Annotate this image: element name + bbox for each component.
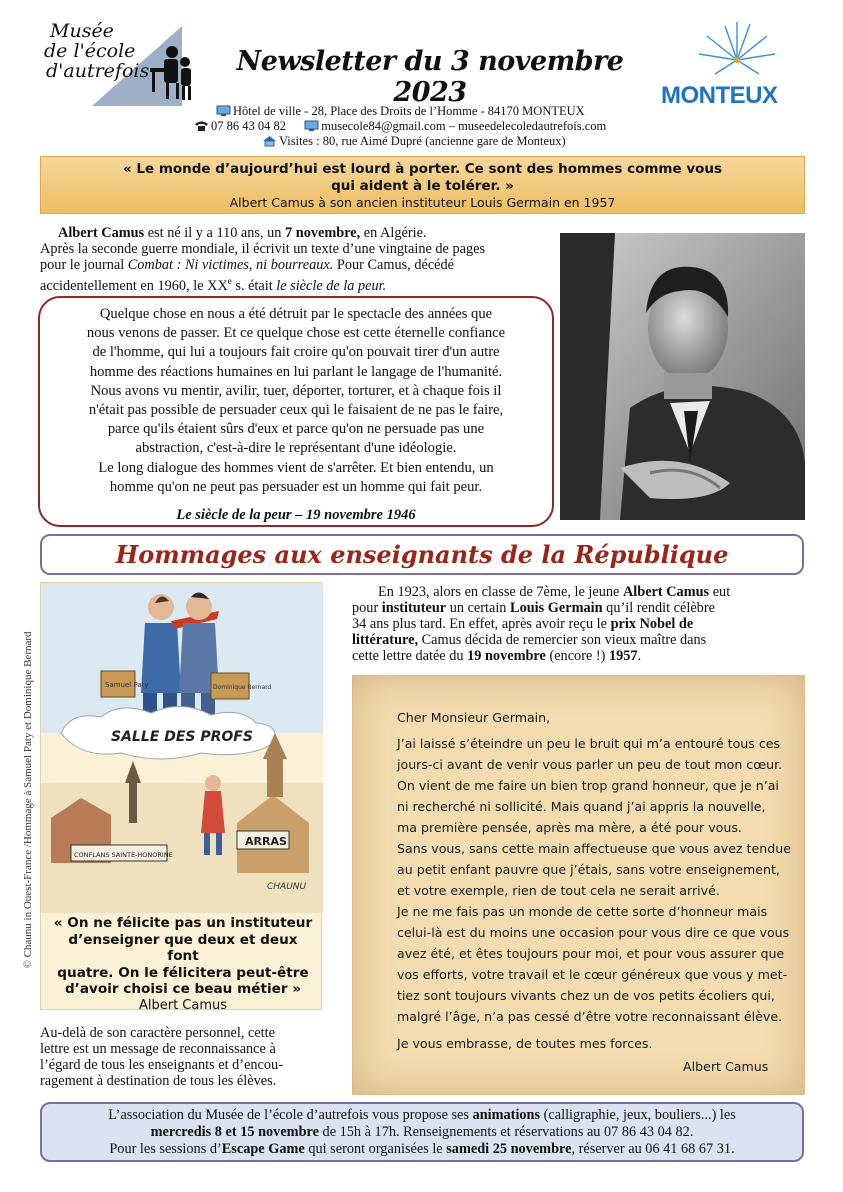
- sign-arras: ARRAS: [245, 835, 287, 848]
- story-text: un certain: [446, 600, 511, 616]
- cartoon-quote-line: d’avoir choisi ce beau métier »: [64, 981, 302, 997]
- letter-line: malgré l’âge, n’a pas cessé d’être votre reconnaissant élève.: [397, 1009, 783, 1024]
- intro-name: Albert Camus: [58, 225, 145, 241]
- letter-line: tiez sont toujours vivants chez un de vos petits écoliers qui,: [397, 988, 775, 1003]
- story-text: Camus décida de remercier son vieux maître dans: [418, 632, 707, 648]
- story-bold: prix Nobel de: [610, 616, 694, 632]
- fear-line: n'était pas possible de persuader ceux qui le faisaient de ne pas le faire,: [88, 402, 504, 419]
- story-text: eut: [709, 584, 731, 600]
- cartoon-credit-text: © Chaunu in Ouest-France /Hommage à Samuel Paty et Dominique Bernard: [22, 631, 34, 969]
- story-bold: Louis Germain: [510, 600, 603, 616]
- fear-quote-text: [40, 298, 552, 497]
- letter-line: et votre exemple, rien de tout cela ne serait arrivé.: [397, 883, 720, 898]
- bag-label-1: Samuel Paty: [105, 681, 149, 689]
- intro-date: 7 novembre,: [285, 225, 361, 241]
- intro-text: est né il y a 110 ans, un: [144, 225, 286, 241]
- fear-line: homme qu'on ne peut pas persuader est un homme qui fait peur.: [109, 478, 483, 495]
- intro-sup: e: [227, 276, 232, 286]
- story-bold: Albert Camus: [622, 584, 710, 600]
- story-text: En 1923, alors en classe de 7ème, le jeune: [378, 584, 623, 600]
- fear-line: abstraction, c'est-à-dire le représentant d'une idéologie.: [135, 440, 457, 457]
- camus-portrait-photo: [560, 233, 805, 520]
- footer-bold: mercredis 8 et 15 novembre: [150, 1124, 319, 1140]
- camus-letter: [352, 675, 805, 1095]
- fear-line: Quelque chose en nous a été détruit par le spectacle des années que: [99, 306, 493, 322]
- intro-text: s. était: [231, 277, 277, 294]
- email-web-text[interactable]: musecole84@gmail.com – museedelecoledautrefois.com: [321, 119, 607, 133]
- intro-text: Après la seconde guerre mondiale, il écrivit un texte d’une vingtaine de pages: [40, 241, 486, 257]
- banner-quote-line2: qui aident à le tolérer. »: [331, 178, 514, 194]
- footer-text: , réserver au 06 41 68 67 31.: [571, 1141, 735, 1157]
- fear-line: de l'homme, qui lui a toujours fait croire qu'on pouvait tirer d'un autre: [92, 344, 500, 361]
- letter-line: Je vous embrasse, de toutes mes forces.: [397, 1036, 653, 1051]
- closing-line: lettre est un message de reconnaissance à: [40, 1041, 276, 1057]
- cartoon-quote-line: d’enseigner que deux et deux font: [68, 931, 298, 964]
- newsletter-title: Newsletter du 3 novembre 2023: [236, 46, 624, 108]
- banner-source: Albert Camus à son ancien instituteur Louis Germain en 1957: [229, 195, 616, 210]
- footer-text: de 15h à 17h. Renseignements et réservations au 07 86 43 04 82.: [318, 1124, 694, 1140]
- closing-line: Au-delà de son caractère personnel, cette: [40, 1025, 275, 1041]
- intro-text: en Algérie.: [360, 225, 427, 241]
- letter-line: ma première pensée, après ma mère, a été pour vous.: [397, 820, 742, 835]
- phone-text[interactable]: 07 86 43 04 82: [211, 119, 286, 133]
- intro-text: Pour Camus, décédé: [333, 257, 455, 273]
- letter-line: J’ai laissé s’éteindre un peu le bruit qui m’a entouré tous ces: [397, 736, 781, 751]
- town-name: MONTEUX: [661, 82, 778, 109]
- cloud-label: SALLE DES PROFS: [111, 729, 253, 745]
- fear-line: parce qu'ils étaient sûrs d'eux et parce qu'on ne persuade pas une: [107, 421, 485, 438]
- fear-line: Le long dialogue des hommes vient de s'arrêter. Et bien entendu, un: [98, 459, 494, 476]
- logo-text-line1: Musée: [50, 20, 114, 42]
- intro-century: le siècle de la peur.: [276, 277, 387, 294]
- footer-bold: samedi 25 novembre: [446, 1141, 572, 1157]
- cartoon-quote-line: quatre. On le félicitera peut-être: [57, 964, 309, 981]
- letter-signature: Albert Camus: [683, 1059, 769, 1074]
- story-bold: littérature,: [352, 632, 419, 648]
- cartoon-quote-line: « On ne félicite pas un instituteur: [53, 915, 313, 931]
- logo-text-line3: d'autrefois: [46, 60, 150, 82]
- letter-line: avez été, et êtes toujours pour moi, et pour vous assurer que: [397, 946, 785, 961]
- fear-line: nous venons de passer. Et ce quelque chose est cette éternelle confiance: [86, 325, 506, 342]
- footer-text: Pour les sessions d’: [109, 1141, 222, 1157]
- footer-bold: Escape Game: [221, 1141, 305, 1157]
- story-paragraph: [352, 584, 805, 664]
- fear-line: Nous avons vu mentir, avilir, tuer, déporter, torturer, et à chaque fois il: [90, 382, 502, 399]
- fear-line: homme des réactions humaines en lui parlant le langage de l'humanité.: [89, 363, 503, 380]
- quote-banner: [40, 156, 805, 214]
- letter-line: Sans vous, sans cette main affectueuse que vous avez tendue: [397, 841, 791, 856]
- visits-text: Visites : 80, rue Aimé Dupré (ancienne gare de Monteux): [279, 134, 566, 148]
- letter-line: jours-ci avant de venir vous parler un peu de tout mon cœur.: [397, 757, 783, 772]
- closing-line: ragement à destination de tous les élèves.: [40, 1073, 277, 1089]
- letter-line: celui-là est du moins une occasion pour vous dire ce que vous: [397, 925, 790, 940]
- story-text: cette lettre datée du: [352, 648, 468, 664]
- firework-star-icon: [655, 22, 815, 82]
- footer-bold: animations: [472, 1107, 541, 1123]
- address-text: Hôtel de ville - 28, Place des Droits de l’Homme - 84170 MONTEUX: [233, 104, 585, 118]
- cartoon-quote: [52, 915, 314, 1014]
- sign-conflans: CONFLANS SAINTE-HONORINE: [74, 851, 173, 859]
- intro-text: pour le journal: [40, 257, 128, 273]
- story-text: .: [637, 648, 642, 664]
- closing-line: l’égard de tous les enseignants et d’encou-: [40, 1057, 283, 1073]
- letter-line: ni recherché ni sollicité. Mais quand j’ai appris la nouvelle,: [397, 799, 766, 814]
- story-bold: 1957: [608, 648, 638, 664]
- logo-text-line2: de l'école: [44, 40, 136, 62]
- town-logo: [655, 22, 815, 112]
- section-heading-text: Hommages aux enseignants de la République: [115, 540, 729, 569]
- fear-quote-signature: Le siècle de la peur – 19 novembre 1946: [176, 507, 416, 524]
- phone-icon: [194, 120, 209, 136]
- visits-line: [262, 134, 566, 151]
- bag-label-2: Dominique Bernard: [213, 684, 272, 691]
- letter-line: vos efforts, votre travail et le cœur généreux que vous y met-: [397, 967, 788, 982]
- cartoon-quote-author: Albert Camus: [138, 997, 228, 1013]
- footer-text: qui seront organisées le: [304, 1141, 447, 1157]
- museum-logo: [42, 18, 202, 110]
- intro-journal: Combat : Ni victimes, ni bourreaux.: [127, 257, 334, 273]
- intro-text: accidentellement en 1960, le XX: [40, 277, 228, 294]
- cartoonist-signature: CHAUNU: [267, 882, 307, 892]
- cartoon-credit: [22, 590, 36, 1010]
- story-text: 34 ans plus tard. En effet, après avoir reçu le: [352, 616, 611, 632]
- letter-line: Je ne me fais pas un monde de cette sorte d’honneur mais: [397, 904, 768, 919]
- story-bold: instituteur: [381, 600, 447, 616]
- letter-line: au petit enfant pauvre que j’étais, sans votre enseignement,: [397, 862, 780, 877]
- story-bold: 19 novembre: [467, 648, 546, 664]
- footer-text: (calligraphie, jeux, bouliers...) les: [540, 1107, 736, 1123]
- footer-announcement: [40, 1102, 804, 1162]
- footer-text: L’association du Musée de l’école d’autrefois vous propose ses: [108, 1107, 473, 1123]
- story-text: (encore !): [545, 648, 609, 664]
- banner-quote-line1: « Le monde d’aujourd’hui est lourd à porter. Ce sont des hommes comme vous: [122, 161, 723, 177]
- closing-paragraph: [40, 1025, 342, 1089]
- home-icon: [262, 135, 277, 151]
- intro-paragraph: [40, 225, 552, 294]
- letter-line: On vient de me faire un bien trop grand honneur, que je n’ai: [397, 778, 779, 793]
- story-text: qu’il rendit célèbre: [602, 600, 715, 616]
- fear-quote-box: [38, 296, 554, 527]
- section-heading: [40, 534, 804, 575]
- letter-line: Cher Monsieur Germain,: [397, 710, 551, 725]
- story-text: pour: [352, 600, 382, 616]
